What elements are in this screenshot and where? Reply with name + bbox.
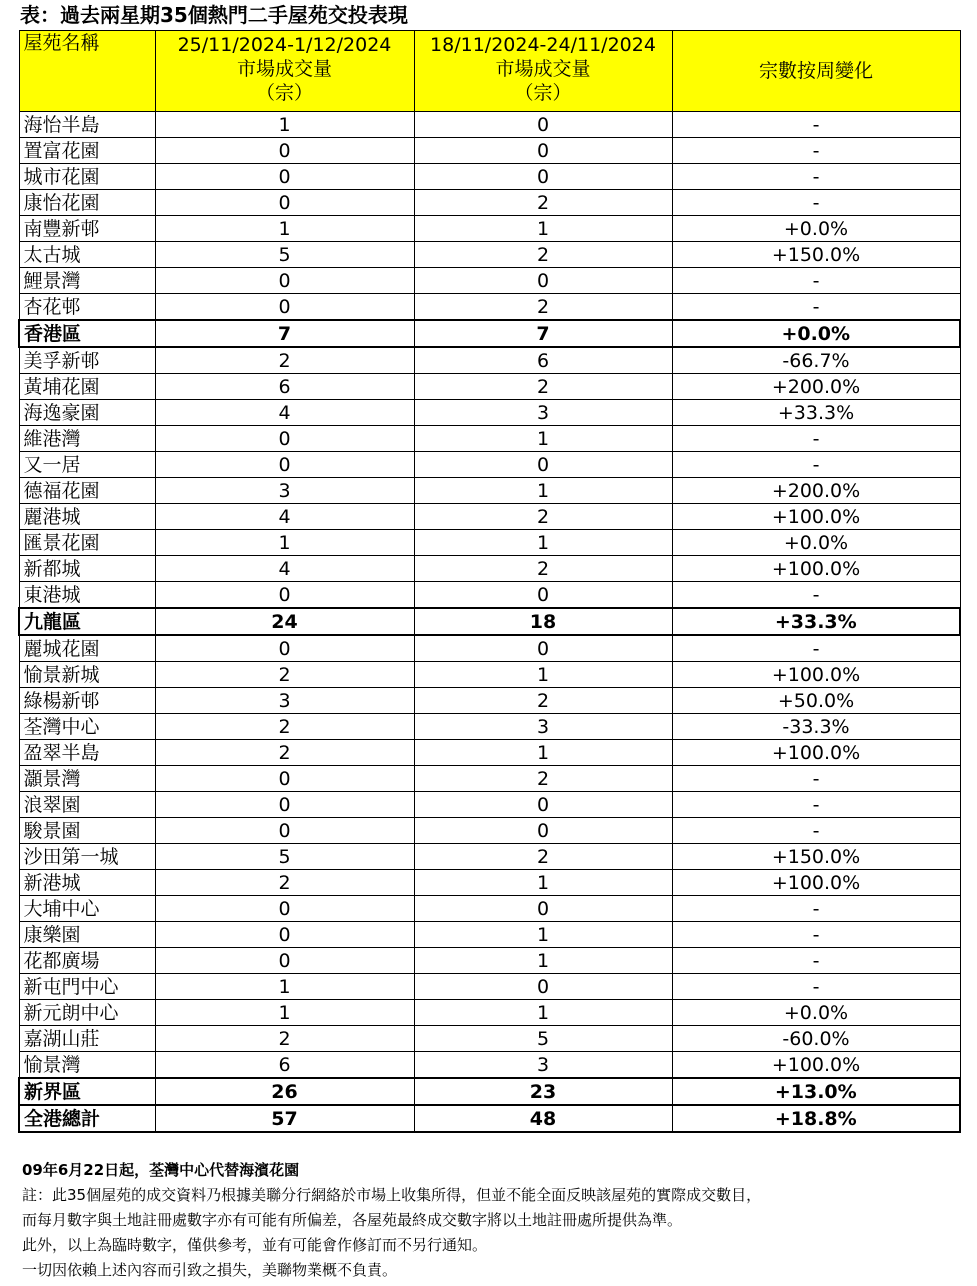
estate-name-cell: 浪翠園 <box>19 792 155 818</box>
weekly-change-cell: - <box>672 922 960 948</box>
table-row <box>19 216 960 242</box>
header-weekly-change: 宗數按周變化 <box>672 31 960 112</box>
estate-name-cell: 灝景灣 <box>19 766 155 792</box>
period-2-volume-cell: 1 <box>414 948 672 974</box>
weekly-change-cell: - <box>672 896 960 922</box>
estate-name-cell: 太古城 <box>19 242 155 268</box>
table-row <box>19 478 960 504</box>
period-2-volume-cell: 3 <box>414 714 672 740</box>
period-2-volume-cell: 0 <box>414 792 672 818</box>
estate-name-cell: 嘉湖山莊 <box>19 1026 155 1052</box>
estate-name-cell: 麗港城 <box>19 504 155 530</box>
table-row <box>19 922 960 948</box>
weekly-change-cell: - <box>672 138 960 164</box>
period-1-volume-cell: 0 <box>155 948 414 974</box>
period-2-volume-cell: 7 <box>414 320 672 347</box>
estate-name-cell: 城市花園 <box>19 164 155 190</box>
estate-name-cell: 全港總計 <box>19 1105 155 1132</box>
period-1-volume-cell: 1 <box>155 216 414 242</box>
weekly-change-cell: - <box>672 948 960 974</box>
table-row <box>19 870 960 896</box>
weekly-change-cell: - <box>672 112 960 138</box>
table-row <box>19 740 960 766</box>
period-1-volume-cell: 3 <box>155 688 414 714</box>
estate-name-cell: 匯景花園 <box>19 530 155 556</box>
period-2-volume-cell: 2 <box>414 190 672 216</box>
subtotal-row <box>19 1105 960 1132</box>
estate-name-cell: 九龍區 <box>19 608 155 635</box>
period-1-volume-cell: 24 <box>155 608 414 635</box>
table-row <box>19 792 960 818</box>
period-2-volume-cell: 0 <box>414 582 672 609</box>
period-2-volume-cell: 0 <box>414 268 672 294</box>
weekly-change-cell: - <box>672 582 960 609</box>
weekly-change-cell: +0.0% <box>672 530 960 556</box>
weekly-change-cell: +100.0% <box>672 870 960 896</box>
period-1-volume-cell: 0 <box>155 766 414 792</box>
period-1-volume-cell: 1 <box>155 530 414 556</box>
table-row <box>19 974 960 1000</box>
period-1-volume-cell: 0 <box>155 635 414 662</box>
weekly-change-cell: - <box>672 792 960 818</box>
table-row <box>19 164 960 190</box>
period-2-volume-cell: 1 <box>414 922 672 948</box>
weekly-change-cell: +18.8% <box>672 1105 960 1132</box>
estate-name-cell: 鯉景灣 <box>19 268 155 294</box>
weekly-change-cell: +0.0% <box>672 216 960 242</box>
weekly-change-cell: - <box>672 818 960 844</box>
estate-name-cell: 新元朗中心 <box>19 1000 155 1026</box>
period-1-volume-cell: 1 <box>155 112 414 138</box>
period-2-volume-cell: 1 <box>414 870 672 896</box>
estate-name-cell: 愉景新城 <box>19 662 155 688</box>
period-1-volume-cell: 4 <box>155 504 414 530</box>
table-row <box>19 1052 960 1079</box>
period-2-volume-cell: 3 <box>414 1052 672 1079</box>
period-1-volume-cell: 2 <box>155 1026 414 1052</box>
weekly-change-cell: - <box>672 766 960 792</box>
weekly-change-cell: - <box>672 294 960 321</box>
weekly-change-cell: - <box>672 268 960 294</box>
subtotal-row <box>19 1078 960 1105</box>
header-period-2-volume: 市場成交量 <box>495 58 591 80</box>
weekly-change-cell: - <box>672 635 960 662</box>
table-row <box>19 1000 960 1026</box>
table-row <box>19 190 960 216</box>
estate-name-cell: 置富花園 <box>19 138 155 164</box>
period-1-volume-cell: 2 <box>155 740 414 766</box>
period-2-volume-cell: 3 <box>414 400 672 426</box>
period-1-volume-cell: 5 <box>155 242 414 268</box>
period-2-volume-cell: 23 <box>414 1078 672 1105</box>
estate-name-cell: 美孚新邨 <box>19 347 155 374</box>
table-row <box>19 530 960 556</box>
period-1-volume-cell: 2 <box>155 714 414 740</box>
header-estate-name: 屋苑名稱 <box>19 31 155 112</box>
period-2-volume-cell: 48 <box>414 1105 672 1132</box>
period-2-volume-cell: 2 <box>414 688 672 714</box>
table-row <box>19 1026 960 1052</box>
weekly-change-cell: +200.0% <box>672 478 960 504</box>
weekly-change-cell: - <box>672 974 960 1000</box>
weekly-change-cell: -60.0% <box>672 1026 960 1052</box>
page-title: 表：過去兩星期35個熱門二手屋苑交投表現 <box>20 3 408 27</box>
weekly-change-cell: +100.0% <box>672 556 960 582</box>
subtotal-row <box>19 608 960 635</box>
estate-name-cell: 盈翠半島 <box>19 740 155 766</box>
weekly-change-cell: - <box>672 426 960 452</box>
estate-name-cell: 杏花邨 <box>19 294 155 321</box>
period-2-volume-cell: 1 <box>414 478 672 504</box>
period-2-volume-cell: 0 <box>414 112 672 138</box>
period-2-volume-cell: 0 <box>414 974 672 1000</box>
estate-name-cell: 新港城 <box>19 870 155 896</box>
estate-name-cell: 駿景園 <box>19 818 155 844</box>
table-row <box>19 818 960 844</box>
estate-name-cell: 愉景灣 <box>19 1052 155 1079</box>
estate-name-cell: 沙田第一城 <box>19 844 155 870</box>
period-1-volume-cell: 57 <box>155 1105 414 1132</box>
estate-name-cell: 新屯門中心 <box>19 974 155 1000</box>
period-1-volume-cell: 0 <box>155 896 414 922</box>
period-2-volume-cell: 1 <box>414 740 672 766</box>
table-row <box>19 504 960 530</box>
period-2-volume-cell: 0 <box>414 818 672 844</box>
weekly-change-cell: +50.0% <box>672 688 960 714</box>
period-2-volume-cell: 5 <box>414 1026 672 1052</box>
estate-name-cell: 海怡半島 <box>19 112 155 138</box>
header-period-2-dates: 18/11/2024-24/11/2024 <box>430 34 656 56</box>
table-row <box>19 112 960 138</box>
estate-name-cell: 大埔中心 <box>19 896 155 922</box>
period-1-volume-cell: 2 <box>155 347 414 374</box>
transaction-table <box>18 30 961 1133</box>
period-2-volume-cell: 2 <box>414 556 672 582</box>
period-2-volume-cell: 6 <box>414 347 672 374</box>
period-1-volume-cell: 0 <box>155 582 414 609</box>
estate-name-cell: 德福花園 <box>19 478 155 504</box>
period-1-volume-cell: 2 <box>155 662 414 688</box>
table-row <box>19 138 960 164</box>
period-2-volume-cell: 2 <box>414 766 672 792</box>
period-1-volume-cell: 0 <box>155 268 414 294</box>
footnotes <box>22 1158 761 1283</box>
period-1-volume-cell: 4 <box>155 556 414 582</box>
weekly-change-cell: +150.0% <box>672 242 960 268</box>
table-body <box>19 112 960 1133</box>
period-1-volume-cell: 6 <box>155 374 414 400</box>
period-1-volume-cell: 2 <box>155 870 414 896</box>
table-row <box>19 662 960 688</box>
estate-name-cell: 維港灣 <box>19 426 155 452</box>
period-1-volume-cell: 6 <box>155 1052 414 1079</box>
period-2-volume-cell: 18 <box>414 608 672 635</box>
period-2-volume-cell: 0 <box>414 896 672 922</box>
header-period-2-unit: （宗） <box>514 82 572 104</box>
weekly-change-cell: - <box>672 190 960 216</box>
period-2-volume-cell: 2 <box>414 294 672 321</box>
header-period-2 <box>414 31 672 112</box>
table-row <box>19 294 960 321</box>
period-2-volume-cell: 2 <box>414 844 672 870</box>
note-replacement: 09年6月22日起，荃灣中心代替海濱花園 <box>22 1161 300 1179</box>
period-2-volume-cell: 1 <box>414 1000 672 1026</box>
estate-name-cell: 海逸豪園 <box>19 400 155 426</box>
weekly-change-cell: +100.0% <box>672 1052 960 1079</box>
note-deviation: 而每月數字與土地註冊處數字亦有可能有所偏差，各屋苑最終成交數字將以土地註冊處所提供為準。 <box>22 1211 683 1229</box>
table-row <box>19 556 960 582</box>
period-1-volume-cell: 26 <box>155 1078 414 1105</box>
weekly-change-cell: -33.3% <box>672 714 960 740</box>
table-row <box>19 400 960 426</box>
estate-name-cell: 新界區 <box>19 1078 155 1105</box>
weekly-change-cell: +33.3% <box>672 400 960 426</box>
subtotal-row <box>19 320 960 347</box>
period-1-volume-cell: 7 <box>155 320 414 347</box>
weekly-change-cell: +200.0% <box>672 374 960 400</box>
period-1-volume-cell: 0 <box>155 818 414 844</box>
weekly-change-cell: -66.7% <box>672 347 960 374</box>
estate-name-cell: 新都城 <box>19 556 155 582</box>
estate-name-cell: 康怡花園 <box>19 190 155 216</box>
period-1-volume-cell: 0 <box>155 138 414 164</box>
weekly-change-cell: - <box>672 164 960 190</box>
period-2-volume-cell: 0 <box>414 635 672 662</box>
table-row <box>19 582 960 609</box>
period-1-volume-cell: 5 <box>155 844 414 870</box>
header-period-1-unit: （宗） <box>255 82 313 104</box>
period-1-volume-cell: 1 <box>155 974 414 1000</box>
header-period-1-volume: 市場成交量 <box>236 58 332 80</box>
period-1-volume-cell: 0 <box>155 190 414 216</box>
table-row <box>19 242 960 268</box>
note-source: 註：此35個屋苑的成交資料乃根據美聯分行網絡於市場上收集所得，但並不能全面反映該屋苑的實際成交數目， <box>22 1186 762 1204</box>
weekly-change-cell: +100.0% <box>672 740 960 766</box>
table-row <box>19 766 960 792</box>
table-header-row <box>19 31 960 112</box>
table-row <box>19 896 960 922</box>
period-2-volume-cell: 1 <box>414 216 672 242</box>
period-1-volume-cell: 4 <box>155 400 414 426</box>
weekly-change-cell: - <box>672 452 960 478</box>
header-period-1-dates: 25/11/2024-1/12/2024 <box>177 34 392 56</box>
estate-name-cell: 東港城 <box>19 582 155 609</box>
period-2-volume-cell: 2 <box>414 504 672 530</box>
period-1-volume-cell: 0 <box>155 452 414 478</box>
note-disclaimer: 一切因依賴上述內容而引致之損失，美聯物業概不負責。 <box>22 1261 398 1279</box>
period-1-volume-cell: 1 <box>155 1000 414 1026</box>
period-2-volume-cell: 0 <box>414 138 672 164</box>
table-row <box>19 374 960 400</box>
period-2-volume-cell: 0 <box>414 452 672 478</box>
period-2-volume-cell: 2 <box>414 242 672 268</box>
weekly-change-cell: +13.0% <box>672 1078 960 1105</box>
period-2-volume-cell: 1 <box>414 426 672 452</box>
period-1-volume-cell: 3 <box>155 478 414 504</box>
table-row <box>19 844 960 870</box>
period-2-volume-cell: 2 <box>414 374 672 400</box>
table-row <box>19 268 960 294</box>
estate-name-cell: 康樂園 <box>19 922 155 948</box>
estate-name-cell: 黃埔花園 <box>19 374 155 400</box>
period-2-volume-cell: 1 <box>414 530 672 556</box>
estate-name-cell: 荃灣中心 <box>19 714 155 740</box>
weekly-change-cell: +0.0% <box>672 1000 960 1026</box>
weekly-change-cell: +100.0% <box>672 662 960 688</box>
table-row <box>19 948 960 974</box>
period-1-volume-cell: 0 <box>155 294 414 321</box>
period-2-volume-cell: 1 <box>414 662 672 688</box>
table-row <box>19 452 960 478</box>
table-row <box>19 426 960 452</box>
estate-name-cell: 綠楊新邨 <box>19 688 155 714</box>
estate-name-cell: 香港區 <box>19 320 155 347</box>
weekly-change-cell: +150.0% <box>672 844 960 870</box>
period-1-volume-cell: 0 <box>155 164 414 190</box>
header-period-1 <box>155 31 414 112</box>
table-row <box>19 635 960 662</box>
period-1-volume-cell: 0 <box>155 922 414 948</box>
note-provisional: 此外，以上為臨時數字，僅供參考，並有可能會作修訂而不另行通知。 <box>22 1236 488 1254</box>
weekly-change-cell: +100.0% <box>672 504 960 530</box>
estate-name-cell: 花都廣場 <box>19 948 155 974</box>
estate-name-cell: 又一居 <box>19 452 155 478</box>
table-row <box>19 714 960 740</box>
table-row <box>19 347 960 374</box>
estate-name-cell: 麗城花園 <box>19 635 155 662</box>
period-1-volume-cell: 0 <box>155 426 414 452</box>
table-row <box>19 688 960 714</box>
weekly-change-cell: +0.0% <box>672 320 960 347</box>
weekly-change-cell: +33.3% <box>672 608 960 635</box>
period-1-volume-cell: 0 <box>155 792 414 818</box>
estate-name-cell: 南豐新邨 <box>19 216 155 242</box>
period-2-volume-cell: 0 <box>414 164 672 190</box>
